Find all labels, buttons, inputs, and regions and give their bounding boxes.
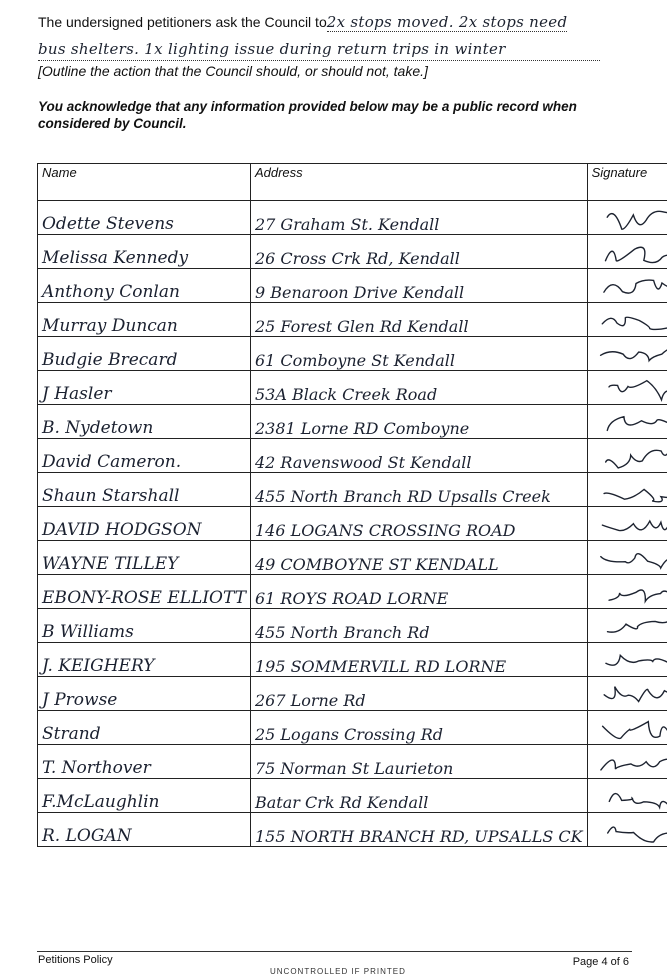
handwritten-signature bbox=[592, 442, 667, 472]
intro-prefix: The undersigned petitioners ask the Council to bbox=[38, 14, 327, 30]
handwritten-signature bbox=[592, 680, 667, 710]
table-header-row bbox=[38, 164, 667, 201]
header-signature: Signature bbox=[587, 164, 667, 201]
petition-intro bbox=[38, 14, 638, 31]
handwritten-signature bbox=[592, 578, 667, 608]
signer-signature bbox=[587, 609, 667, 643]
signer-address: 25 Forest Glen Rd Kendall bbox=[250, 303, 587, 337]
table-row bbox=[38, 779, 667, 813]
table-row bbox=[38, 813, 667, 847]
handwritten-signature bbox=[592, 306, 667, 336]
signer-signature bbox=[587, 201, 667, 235]
signer-name: DAVID HODGSON bbox=[38, 507, 251, 541]
outline-note: [Outline the action that the Council should, or should not, take.] bbox=[38, 63, 428, 79]
signer-name: R. LOGAN bbox=[38, 813, 251, 847]
handwritten-signature bbox=[592, 374, 667, 404]
signer-signature bbox=[587, 541, 667, 575]
signer-address: 267 Lorne Rd bbox=[250, 677, 587, 711]
signer-signature bbox=[587, 779, 667, 813]
signer-signature bbox=[587, 473, 667, 507]
table-row bbox=[38, 201, 667, 235]
signer-name: EBONY-ROSE ELLIOTT bbox=[38, 575, 251, 609]
signer-name: J Hasler bbox=[38, 371, 251, 405]
signer-signature bbox=[587, 405, 667, 439]
footer-divider bbox=[37, 951, 632, 952]
table-row bbox=[38, 371, 667, 405]
signer-signature bbox=[587, 745, 667, 779]
signer-signature bbox=[587, 507, 667, 541]
handwritten-signature bbox=[592, 204, 667, 234]
signer-signature bbox=[587, 371, 667, 405]
footer-uncontrolled-note: UNCONTROLLED IF PRINTED bbox=[270, 967, 406, 976]
table-row bbox=[38, 677, 667, 711]
signer-address: 75 Norman St Laurieton bbox=[250, 745, 587, 779]
handwritten-signature bbox=[592, 408, 667, 438]
acknowledgement-text: You acknowledge that any information provided below may be a public record when considered by Council. bbox=[38, 98, 598, 132]
handwritten-signature bbox=[592, 544, 667, 574]
signer-name: David Cameron. bbox=[38, 439, 251, 473]
signer-name: F.McLaughlin bbox=[38, 779, 251, 813]
signer-name: Murray Duncan bbox=[38, 303, 251, 337]
signer-name: Strand bbox=[38, 711, 251, 745]
signer-address: 455 North Branch RD Upsalls Creek bbox=[250, 473, 587, 507]
signer-address: 25 Logans Crossing Rd bbox=[250, 711, 587, 745]
signer-name: Budgie Brecard bbox=[38, 337, 251, 371]
signer-signature bbox=[587, 575, 667, 609]
table-row bbox=[38, 269, 667, 303]
signature-table bbox=[37, 163, 667, 847]
table-row bbox=[38, 745, 667, 779]
signer-address: Batar Crk Rd Kendall bbox=[250, 779, 587, 813]
table-row bbox=[38, 473, 667, 507]
handwritten-signature bbox=[592, 782, 667, 812]
signer-name: B. Nydetown bbox=[38, 405, 251, 439]
signer-address: 155 NORTH BRANCH RD, UPSALLS CK bbox=[250, 813, 587, 847]
handwritten-signature bbox=[592, 238, 667, 268]
signer-name: Melissa Kennedy bbox=[38, 235, 251, 269]
table-row bbox=[38, 303, 667, 337]
handwritten-signature bbox=[592, 510, 667, 540]
signer-signature bbox=[587, 711, 667, 745]
signer-name: J Prowse bbox=[38, 677, 251, 711]
handwritten-signature bbox=[592, 816, 667, 846]
signer-signature bbox=[587, 235, 667, 269]
request-line-2: bus shelters. 1x lighting issue during return trips in winter bbox=[38, 40, 600, 61]
signer-address: 61 ROYS ROAD LORNE bbox=[250, 575, 587, 609]
signer-signature bbox=[587, 677, 667, 711]
handwritten-signature bbox=[592, 340, 667, 370]
table-row bbox=[38, 439, 667, 473]
signer-signature bbox=[587, 439, 667, 473]
handwritten-signature bbox=[592, 714, 667, 744]
signer-signature bbox=[587, 337, 667, 371]
footer-policy-name: Petitions Policy bbox=[38, 954, 113, 966]
signer-address: 27 Graham St. Kendall bbox=[250, 201, 587, 235]
signer-address: 146 LOGANS CROSSING ROAD bbox=[250, 507, 587, 541]
signer-signature bbox=[587, 813, 667, 847]
signer-signature bbox=[587, 303, 667, 337]
signer-address: 195 SOMMERVILL RD LORNE bbox=[250, 643, 587, 677]
signer-signature bbox=[587, 643, 667, 677]
signer-address: 42 Ravenswood St Kendall bbox=[250, 439, 587, 473]
signature-rows bbox=[38, 201, 667, 847]
signer-name: WAYNE TILLEY bbox=[38, 541, 251, 575]
signer-address: 61 Comboyne St Kendall bbox=[250, 337, 587, 371]
header-address: Address bbox=[250, 164, 587, 201]
signer-name: T. Northover bbox=[38, 745, 251, 779]
signer-signature bbox=[587, 269, 667, 303]
signer-address: 53A Black Creek Road bbox=[250, 371, 587, 405]
signer-address: 455 North Branch Rd bbox=[250, 609, 587, 643]
table-row bbox=[38, 643, 667, 677]
signer-name: B Williams bbox=[38, 609, 251, 643]
table-row bbox=[38, 609, 667, 643]
handwritten-signature bbox=[592, 272, 667, 302]
signer-name: J. KEIGHERY bbox=[38, 643, 251, 677]
table-row bbox=[38, 711, 667, 745]
handwritten-signature bbox=[592, 646, 667, 676]
table-row bbox=[38, 405, 667, 439]
footer-page-number: Page 4 of 6 bbox=[573, 956, 629, 968]
handwritten-signature bbox=[592, 748, 667, 778]
request-line-1: 2x stops moved. 2x stops need bbox=[327, 13, 568, 32]
signer-name: Shaun Starshall bbox=[38, 473, 251, 507]
signer-address: 9 Benaroon Drive Kendall bbox=[250, 269, 587, 303]
table-row bbox=[38, 235, 667, 269]
table-row bbox=[38, 541, 667, 575]
signer-address: 49 COMBOYNE ST KENDALL bbox=[250, 541, 587, 575]
table-row bbox=[38, 507, 667, 541]
header-name: Name bbox=[38, 164, 251, 201]
table-row bbox=[38, 575, 667, 609]
handwritten-signature bbox=[592, 476, 667, 506]
signer-address: 2381 Lorne RD Comboyne bbox=[250, 405, 587, 439]
handwritten-signature bbox=[592, 612, 667, 642]
signer-name: Odette Stevens bbox=[38, 201, 251, 235]
signer-address: 26 Cross Crk Rd, Kendall bbox=[250, 235, 587, 269]
table-row bbox=[38, 337, 667, 371]
signer-name: Anthony Conlan bbox=[38, 269, 251, 303]
